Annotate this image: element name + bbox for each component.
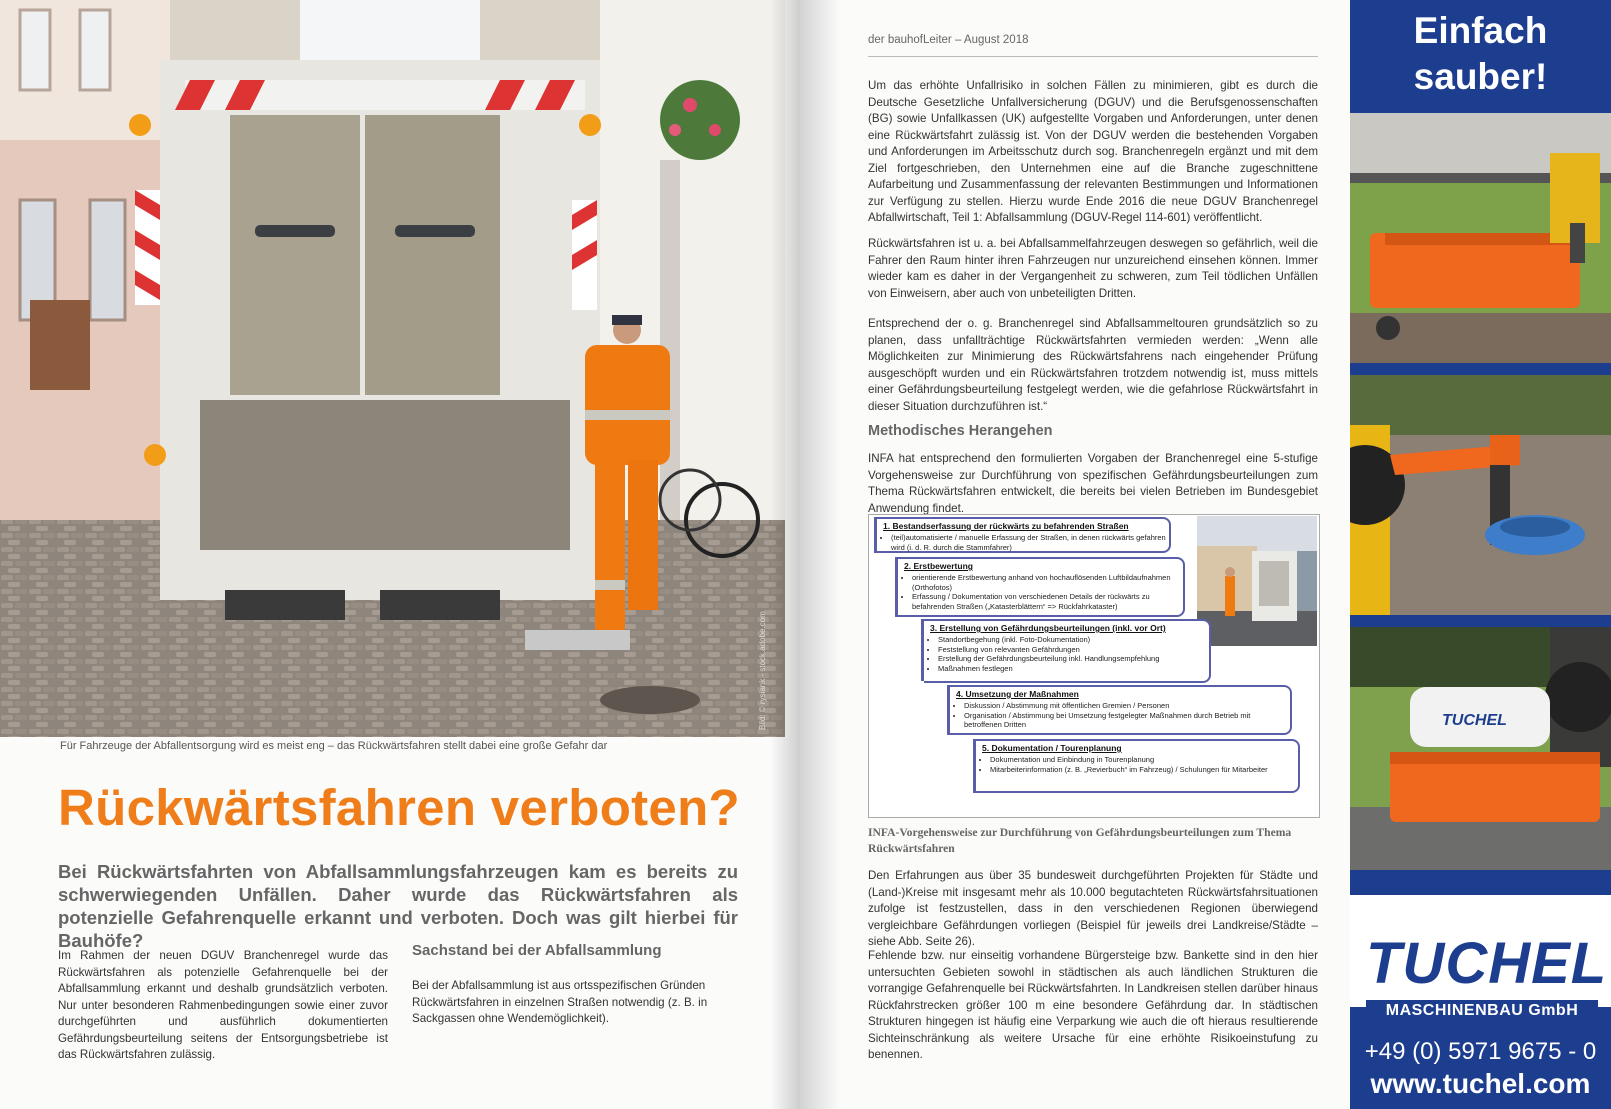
step-2-item: • Erfassung / Dokumentation von verschiedenen Details der rückwärts zu befahrenden Straßen („Katasterblättern“ => Rückfahrkataster) [912, 592, 1183, 611]
header-rule [868, 56, 1318, 57]
paragraph-6: Fehlende bzw. nur einseitig vorhandene Bürgersteige bzw. Bankette sind in den hier untersuchten Gebieten sowohl in städtischen als auch ländlichen Strukturen die vorrangige Gefahrenquelle bei Rückwärtsfahrten. In Landkreisen stellen darüber hinaus Rückfahrstrecken größer 100 m eine besondere Gefährdung dar. In städtischen Strukturen hingegen ist häufig eine Verparkung wie auch die oft hieraus resultierende Sichteinschränkung als weitere Ursache für eine erhöhte Risikoeinstufung zu benennen. [868, 949, 1318, 1061]
process-step-1 [877, 517, 1171, 553]
step-3-item: • Feststellung von relevanten Gefährdungen [938, 645, 1209, 655]
step-2-item: • orientierende Erstbewertung anhand von hochauflösenden Luftbildaufnahmen (Orthofotos) [912, 573, 1183, 592]
paragraph-3: Entsprechend der o. g. Branchenregel sind Abfallsammeltouren grundsätzlich so zu planen, dass unfallträchtige Rückwärtsfahrten vermieden werden: „Wenn alle Möglichkeiten zur Minimierung des Rückwärtsfahrens nach eingehender Prüfung ausgeschöpft wurden und ein Rückwärtsfahren trotzdem notwendig ist, muss mittels einer Gefährdungsbeurteilung festgelegt werden, wie die gefahrlose Rückwärtsfahrt in dieser Situation durchzuführen ist.“ [868, 317, 1318, 413]
step-5-title: 5. Dokumentation / Tourenplanung [982, 743, 1122, 753]
diagram-caption: INFA-Vorgehensweise zur Durchführung von Gefährdungsbeurteilungen zum Thema Rückwärtsfahren [868, 826, 1292, 855]
process-step-5 [976, 739, 1300, 793]
tuchel-advertisement[interactable] [1350, 0, 1611, 1109]
running-head: der bauhofLeiter – August 2018 [868, 34, 1029, 46]
step-3-item: • Standortbegehung (inkl. Foto-Dokumentation) [938, 635, 1209, 645]
section-heading-methodisch: Methodisches Herangehen [868, 423, 1053, 439]
ad-photo-sweeper-3 [1350, 627, 1611, 870]
ad-company-subtitle: MASCHINENBAU GmbH [1366, 1000, 1598, 1022]
ad-slogan-line-1: Einfach [1413, 10, 1548, 51]
page-gutter-shadow [800, 0, 840, 1109]
step-5-item: • Mitarbeiterinformation (z. B. „Revierbuch“ im Fahrzeug) / Schulungen für Mitarbeiter [990, 765, 1298, 775]
photo-credit: Bild: © rysiank - stock.adobe.com [758, 611, 767, 730]
step-1-item: • (teil)automatisierte / manuelle Erfassung der Straßen, in denen rückwärts gefahren wird (i. d. R. durch die Stammfahrer) [891, 533, 1169, 552]
ad-phone-number[interactable]: +49 (0) 5971 9675 - 0 [1364, 1038, 1597, 1065]
ad-photo-sweeper-1 [1350, 113, 1611, 363]
ad-slogan [1350, 8, 1611, 100]
paragraph-1: Um das erhöhte Unfallrisiko in solchen Fällen zu minimieren, gibt es durch die Deutsche Gesetzliche Unfallversicherung (DGUV) und die Berufsgenossenschaften (BG) sowie Unfallkassen (UK) aufgestellte Vorgaben und Anforderungen, unter denen eine Rückwärtsfahrt zulässig ist. Von der DGUV werden die bestehenden Vorgaben und Anforderungen im Arbeitsschutz durch sog. Branchenregeln ergänzt und mit dem Ziel fortgeschrieben, den Unternehmen eine auf die Branche zugeschnittene Aufarbeitung und Zusammenfassung der relevanten Bestimmungen und Informationen zur Verfügung zu stellen. Hierzu wurde Ende 2016 die neue DGUV Branchenregel Abfallwirtschaft, Teil 1: Abfallsammlung (DGUV-Regel 114-601) veröffentlicht. [868, 79, 1318, 224]
intro-paragraph: Im Rahmen der neuen DGUV Branchenregel wurde das Rückwärtsfahren als potenzielle Gefahrenquelle bei der Abfallsammlung erkannt und deshalb grundsätzlich verboten. Nur unter besonderen Rahmenbedingungen sowie einer zuvor durchgeführten und ausführlich dokumentierten Gefährdungsbeurteilung seitens der Entsorgungsbetriebe ist das Rückwärtsfahren zulässig. [58, 949, 388, 1061]
step-4-title: 4. Umsetzung der Maßnahmen [956, 689, 1079, 699]
paragraph-4: INFA hat entsprechend den formulierten Vorgaben der Branchenregel eine 5-stufige Vorgehensweise zur Durchführung von spezifischen Gefährdungsbeurteilungen zum Thema Rückwärtsfahren entwickelt, die bereits bei vielen Betrieben im Bundesgebiet Anwendung findet. [868, 452, 1318, 515]
step-2-title: 2. Erstbewertung [904, 561, 973, 571]
paragraph-5: Den Erfahrungen aus über 35 bundesweit durchgeführten Projekten für Städte und (Land-)Kreise mit insgesamt mehr als 10.000 begutachteten Rückwärtsfahrsituationen zufolge ist festzustellen, dass in den verschiedenen Regionen überwiegend vergleichbare Gefährdungen vorliegen (Beispiel für jeweils drei Landkreise/Städte – siehe Abb. Seite 26). [868, 869, 1318, 948]
tuchel-logo: TUCHEL [1366, 931, 1608, 996]
sachstand-paragraph: Bei der Abfallsammlung ist aus ortsspezifischen Gründen Rückwärtsfahren in einzelnen Straßen notwendig (z. B. in Sackgassen ohne Wendemöglichkeit). [412, 979, 708, 1025]
article-headline: Rückwärtsfahren verboten? [58, 779, 741, 836]
ad-photo-sweeper-2 [1350, 375, 1611, 615]
process-step-3 [924, 619, 1211, 683]
step-4-item: • Diskussion / Abstimmung mit öffentlichen Gremien / Personen [964, 701, 1290, 711]
infa-process-diagram [868, 514, 1320, 818]
photo-caption: Für Fahrzeuge der Abfallentsorgung wird es meist eng – das Rückwärtsfahren stellt dabei eine große Gefahr dar [60, 740, 608, 752]
step-3-item: • Maßnahmen festlegen [938, 664, 1209, 674]
right-page [800, 0, 1350, 1109]
diagram-photo-truck [1197, 516, 1317, 646]
step-1-title: 1. Bestandserfassung der rückwärts zu befahrenden Straßen [883, 521, 1129, 531]
article-lead: Bei Rückwärtsfahrten von Abfallsammlungsfahrzeugen kam es bereits zu schwerwiegenden Unfällen. Daher wurde das Rückwärtsfahren als potenzielle Gefahrenquelle erkannt und verboten. Doch was gilt hierbei für Bauhöfe? [58, 861, 738, 951]
left-page [0, 0, 800, 1109]
machine-logo-text: TUCHEL [1442, 712, 1507, 729]
ad-slogan-line-2: sauber! [1413, 56, 1548, 97]
garbage-truck-photo [0, 0, 785, 737]
step-3-title: 3. Erstellung von Gefährdungsbeurteilungen (inkl. vor Ort) [930, 623, 1166, 633]
step-3-item: • Erstellung der Gefährdungsbeurteilung inkl. Handlungsempfehlung [938, 654, 1209, 664]
section-heading-sachstand: Sachstand bei der Abfallsammlung [412, 942, 662, 959]
paragraph-2: Rückwärtsfahren ist u. a. bei Abfallsammelfahrzeugen deswegen so gefährlich, weil die Fahrer den Raum hinter ihren Fahrzeugen nur unzureichend einsehen können. Immer wieder kam es daher in der Vergangenheit zu schweren, zum Teil tödlichen Unfällen von Einweisern, aber auch von unbeteiligten Dritten. [868, 237, 1318, 300]
ad-website-link[interactable]: www.tuchel.com [1370, 1068, 1591, 1099]
step-5-item: • Dokumentation und Einbindung in Tourenplanung [990, 755, 1298, 765]
process-step-2 [898, 557, 1185, 617]
step-4-item: • Organisation / Abstimmung bei Umsetzung festgelegter Maßnahmen durch Betrieb mit betroffenen Dritten [964, 711, 1290, 730]
process-step-4 [950, 685, 1292, 735]
